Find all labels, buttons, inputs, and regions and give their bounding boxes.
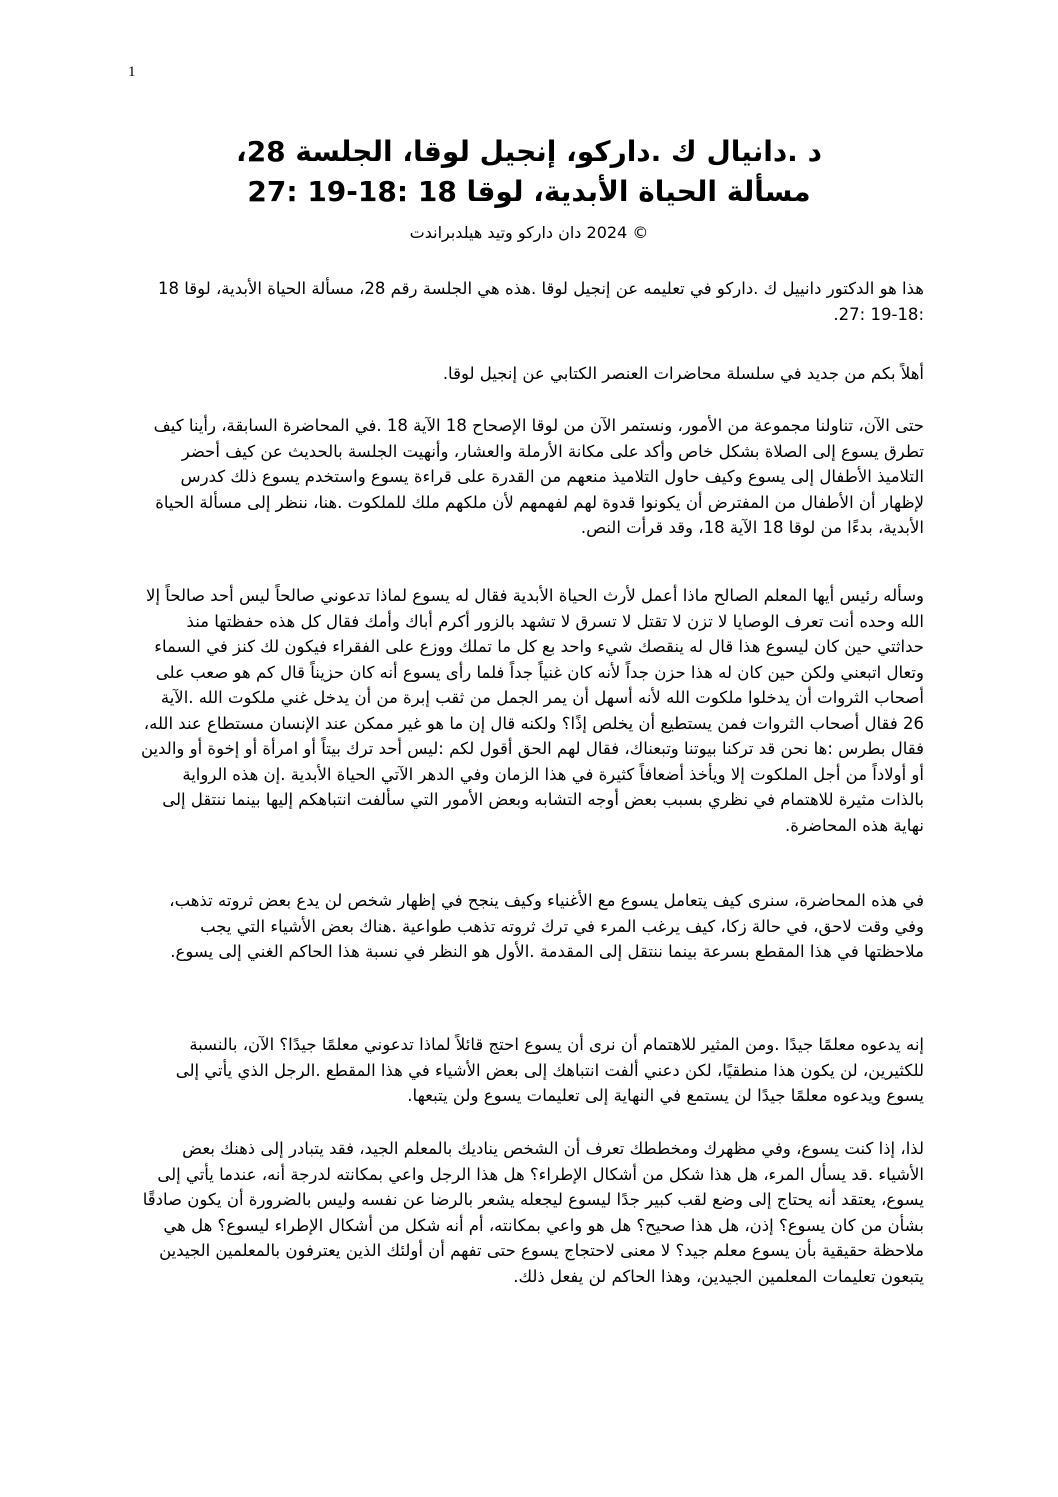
paragraph: أهلاً بكم من جديد في سلسلة محاضرات العنصر الكتابي عن إنجيل لوقا.	[442, 364, 924, 383]
paragraph-previous-lecture	[138, 413, 924, 541]
paragraph: حتى الآن، تناولنا مجموعة من الأمور، ونستمر الآن من لوقا الإصحاح 18 الآية 18 .في المحاضرة السابقة، رأينا كيف تطرق يسوع إلى الصلاة بشكل خاص وأكد على مكانة الأرملة والعشار، وأنهيت الجلسة بالحديث عن كيف أحضر التلاميذ الأطفال إلى يسوع وكيف حاول التلاميذ منعهم من القدرة على قراءة يسوع واستخدم يسوع ذلك كدرس لإظهار أن الأطفال من المفترض أن يكونوا قدوة لهم لفهمهم لأن ملكهم ملك للملكوت .هنا، ننظر إلى مسألة الحياة الأبدية، بدءًا من لوقا 18 الآية 18، وقد قرأت النص.	[153, 416, 924, 537]
paragraph: لذا، إذا كنت يسوع، وفي مظهرك ومخططك تعرف أن الشخص يناديك بالمعلم الجيد، فقد يتبادر إلى ذهنك بعض الأشياء .قد يسأل المرء، هل هذا شكل من أشكال الإطراء؟ هل هذا الرجل واعي بمكانته لدرجة أنه، عندما يأتي إلى يسوع، يعتقد أنه يحتاج إلى وضع لقب كبير جدًا ليسوع ليجعله يشعر بالرضا عن نفسه وليس بالضرورة أن يكون صادقًا بشأن من كان يسوع؟ إذن، هل هذا صحيح؟ هل هو واعي بمكانته، أم أنه شكل من أشكال الإطراء ليسوع؟ هل هي ملاحظة حقيقية بأن يسوع معلم جيد؟ لا معنى لاحتجاج يسوع حتى تفهم أن أولئك الذين يعترفون بالمعلمين الجيدين يتبعون تعليمات المعلمين الجيدين، وهذا الحاكم لن يفعل ذلك.	[142, 1139, 924, 1286]
page-number: 1	[128, 64, 136, 80]
title-line-1: د .دانيال ك .داركو، إنجيل لوقا، الجلسة 28،	[236, 135, 822, 168]
document-title	[0, 132, 1058, 212]
paragraph-good-teacher	[138, 1032, 924, 1109]
paragraph: وسأله رئيس أيها المعلم الصالح ماذا أعمل لأرث الحياة الأبدية فقال له يسوع لماذا تدعوني صالحاً ليس أحد صالحاً إلا الله وحده أنت تعرف الوصايا لا تزن لا تقتل لا تسرق لا تشهد بالزور أكرم أباك وأمك فقال كل هذه حفظتها منذ حداثتي حين كان ليسوع هذا قال له ينقصك شيء واحد بع كل ما تملك ووزع على الفقراء فيكون لك كنز في السماء وتعال اتبعني ولكن حين كان له هذا حزن جداً لأنه كان غنياً جداً فلما رأى يسوع أنه كان حزيناً قال كم هو صعب على أصحاب الثروات أن يدخلوا ملكوت الله لأنه أسهل أن يمر الجمل من ثقب إبرة من أن يدخل غني ملكوت الله .الآية 26 فقال أصحاب الثروات فمن يستطيع أن يخلص إذًا؟ ولكنه قال إن ما هو غير ممكن عند الإنسان مستطاع عند الله، فقال بطرس :ها نحن قد تركنا بيوتنا وتبعناك، فقال لهم الحق أقول لكم :ليس أحد ترك بيتاً أو امرأة أو إخوة أو والدين أو أولاداً من أجل الملكوت إلا ويأخذ أضعافاً كثيرة في هذا الزمان وفي الدهر الآتي الحياة الأبدية .إن هذه الرواية بالذات مثيرة للاهتمام في نظري بسبب بعض أوجه التشابه وبعض الأمور التي سألفت انتباهكم إليها بينما ننتقل إلى نهاية هذه المحاضرة.	[140, 586, 924, 835]
paragraph-flattery-question	[138, 1136, 924, 1289]
paragraph-welcome	[138, 361, 924, 387]
paragraph-lecture-overview	[138, 888, 924, 965]
paragraph: هذا هو الدكتور دانييل ك .داركو في تعليمه عن إنجيل لوقا .هذه هي الجلسة رقم 28، مسألة الحياة الأبدية، لوقا 18 :18-19 :27.	[158, 279, 924, 324]
title-line-2: مسألة الحياة الأبدية، لوقا 18 :18-19 :27	[247, 175, 811, 208]
paragraph-intro	[138, 276, 924, 327]
copyright-line: © 2024 دان داركو وتيد هيلدبراندت	[409, 223, 649, 242]
paragraph: إنه يدعوه معلمًا جيدًا .ومن المثير للاهتمام أن نرى أن يسوع احتج قائلاً لماذا تدعوني معلمًا جيدًا؟ الآن، بالنسبة للكثيرين، لن يكون هذا منطقيًا، لكن دعني ألفت انتباهك إلى بعض الأشياء في هذا المقطع .الرجل الذي يأتي إلى يسوع ويدعوه معلمًا جيدًا لن يستمع في النهاية إلى تعليمات يسوع ولن يتبعها.	[175, 1035, 924, 1105]
paragraph-scripture-text	[138, 583, 924, 838]
paragraph: في هذه المحاضرة، سنرى كيف يتعامل يسوع مع الأغنياء وكيف ينجح في إظهار شخص لن يدع بعض ثروته تذهب، وفي وقت لاحق، في حالة زكا، كيف يرغب المرء في ترك ثروته تذهب طواعية .هناك بعض الأشياء التي يجب ملاحظتها في هذا المقطع بسرعة بينما ننتقل إلى المقدمة .الأول هو النظر في نسبة هذا الحاكم الغني إلى يسوع.	[169, 891, 924, 961]
